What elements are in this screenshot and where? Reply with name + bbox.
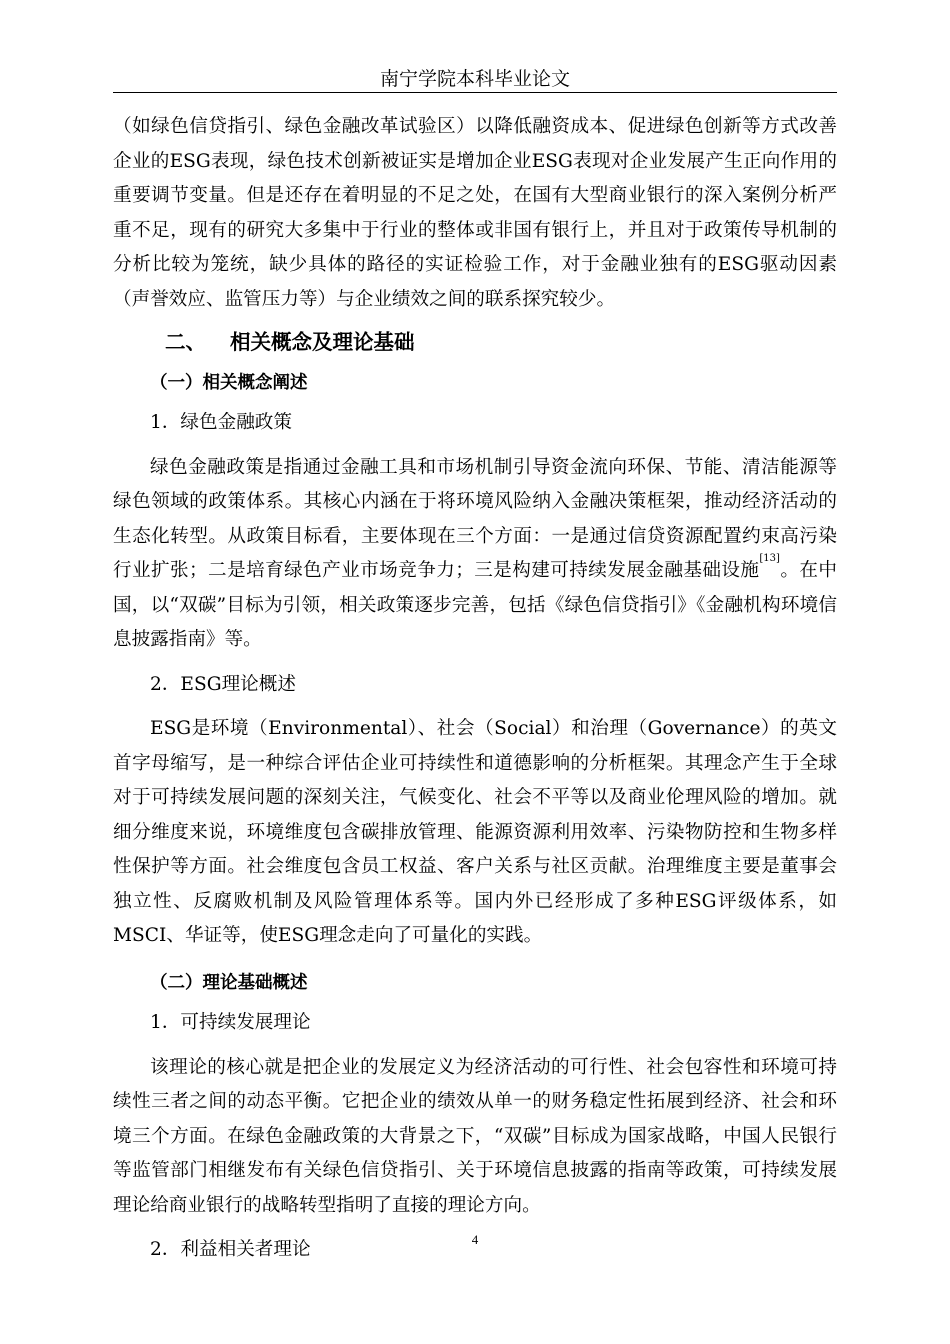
page-number: 4: [471, 1232, 479, 1247]
paragraph-text: 。在中国，以“双碳”目标为引领，相关政策逐步完善，包括《绿色信贷指引》《金融机构环境信息披露指南》等。: [113, 560, 837, 650]
subsection-heading-concepts: （一）相关概念阐述: [150, 372, 308, 393]
paragraph-sustainable-development: 该理论的核心就是把企业的发展定义为经济活动的可行性、社会包容性和环境可持续性三者之间的动态平衡。它把企业的绩效从单一的财务稳定性拓展到经济、社会和环境三个方面。在绿色金融政策的大背景之下，“双碳”目标成为国家战略，中国人民银行等监管部门相继发布有关绿色信贷指引、关于环境信息披露的指南等政策，可持续发展理论给商业银行的战略转型指明了直接的理论方向。: [113, 1056, 837, 1216]
item-heading-stakeholder: 2．利益相关者理论: [150, 1239, 311, 1260]
paragraph-text: 绿色金融政策是指通过金融工具和市场机制引导资金流向环保、节能、清洁能源等绿色领域的政策体系。其核心内涵在于将环境风险纳入金融决策框架，推动经济活动的生态化转型。从政策目标看，主要体现在三个方面：一是通过信贷资源配置约束高污染行业扩张；二是培育绿色产业市场竞争力；三是构建可持续发展金融基础设施: [113, 456, 837, 581]
page-header: [113, 66, 837, 93]
item-heading-green-finance: 1．绿色金融政策: [150, 412, 292, 433]
citation[interactable]: [13]: [759, 553, 780, 564]
section-number: 二、: [165, 330, 206, 354]
header-title: 南宁学院本科毕业论文: [379, 68, 570, 90]
paragraph-esg: ESG是环境（Environmental）、社会（Social）和治理（Governance）的英文首字母缩写，是一种综合评估企业可持续性和道德影响的分析框架。其理念产生于全球对于可持续发展问题的深刻关注，气候变化、社会不平等以及商业伦理风险的增加。就细分维度来说，环境维度包含碳排放管理、能源资源利用效率、污染物防控和生物多样性保护等方面。社会维度包含员工权益、客户关系与社区贡献。治理维度主要是董事会独立性、反腐败机制及风险管理体系等。国内外已经形成了多种ESG评级体系，如MSCI、华证等，使ESG理念走向了可量化的实践。: [113, 718, 837, 946]
paragraph-continuation: （如绿色信贷指引、绿色金融改革试验区）以降低融资成本、促进绿色创新等方式改善企业的ESG表现，绿色技术创新被证实是增加企业ESG表现对企业发展产生正向作用的重要调节变量。但是还存在着明显的不足之处，在国有大型商业银行的深入案例分析严重不足，现有的研究大多集中于行业的整体或非国有银行上，并且对于政策传导机制的分析比较为笼统，缺少具体的路径的实证检验工作，对于金融业独有的ESG驱动因素（声誉效应、监管压力等）与企业绩效之间的联系探究较少。: [113, 116, 837, 310]
document-body: [113, 110, 837, 1278]
subsection-heading-theory: （二）理论基础概述: [150, 972, 308, 993]
section-heading: [165, 325, 837, 360]
section-title: 相关概念及理论基础: [230, 330, 415, 354]
item-heading-esg: 2．ESG理论概述: [150, 673, 296, 695]
item-heading-sustainable-development: 1．可持续发展理论: [150, 1012, 311, 1033]
paragraph-green-finance: [113, 451, 837, 658]
